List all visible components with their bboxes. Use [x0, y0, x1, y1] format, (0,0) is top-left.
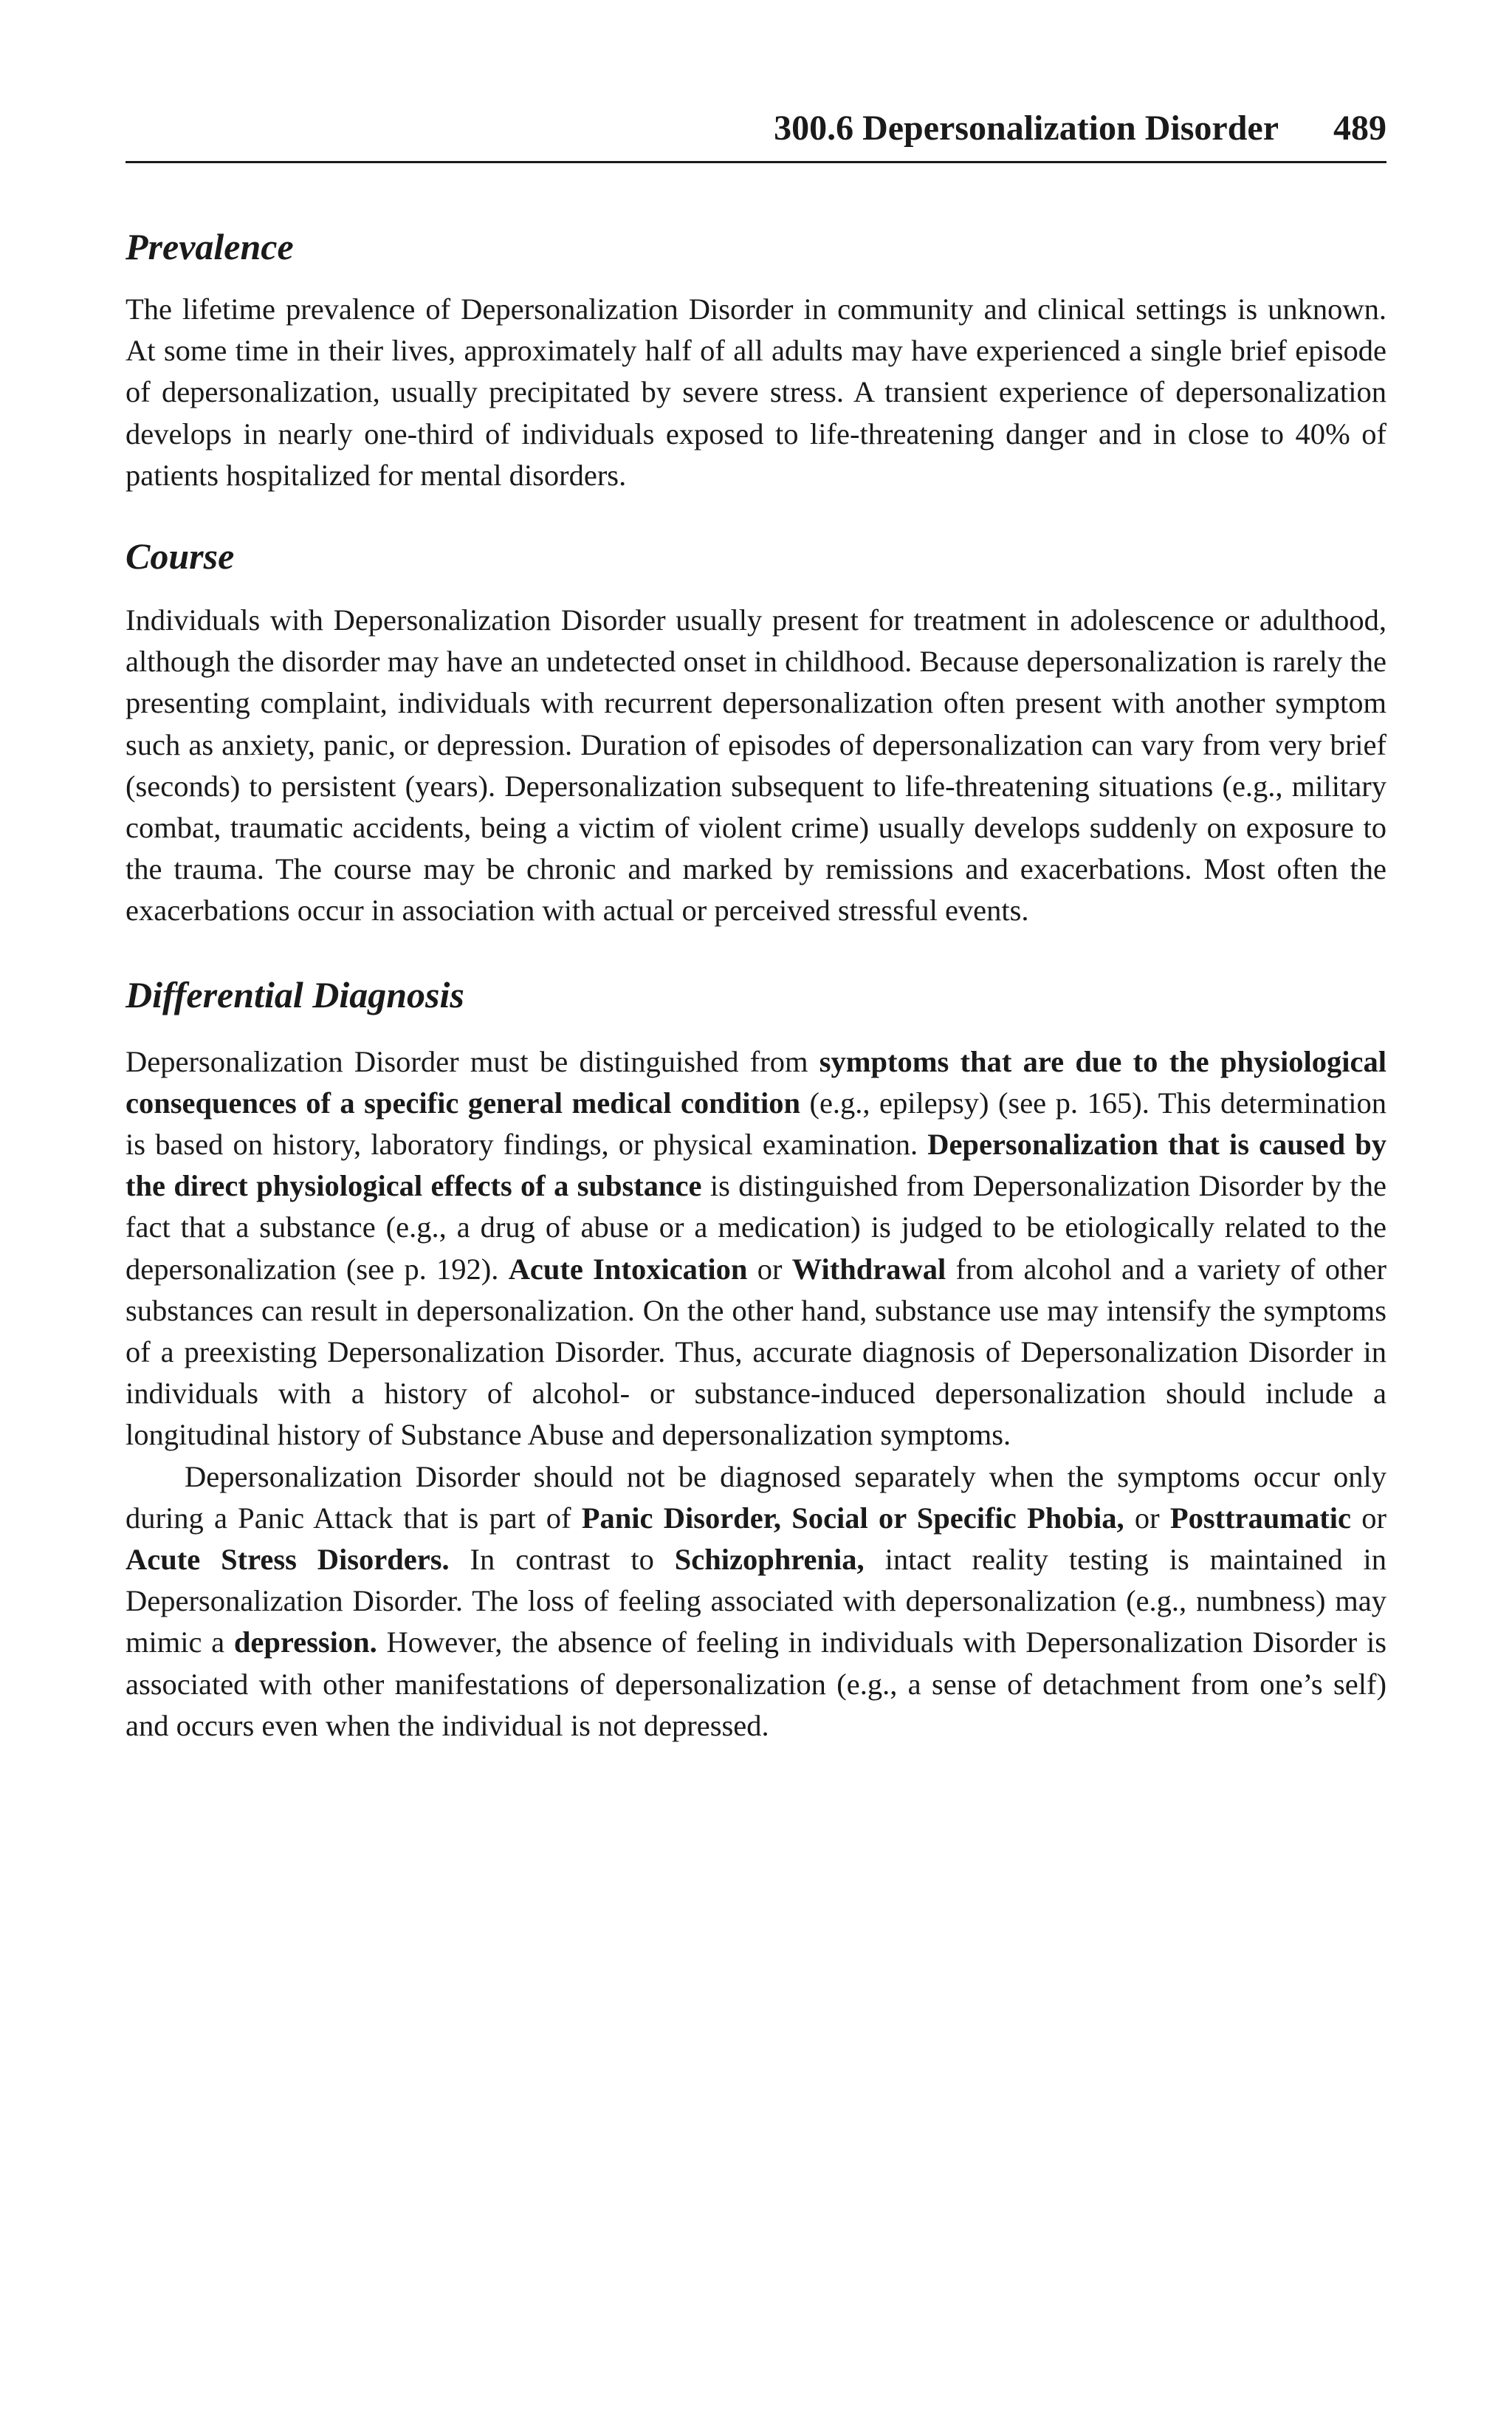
text-run: intact reality testing is maintained in Depersonalization Disorder. The loss of feeling associated with depersonalization (e.g., numbness) may mimic a [126, 1543, 1386, 1659]
bold-term: Withdrawal [791, 1252, 946, 1286]
section-heading-prevalence: Prevalence [126, 226, 294, 267]
text-run: or [747, 1252, 792, 1286]
bold-term: Posttraumatic [1169, 1501, 1352, 1535]
section-prevalence [126, 228, 1386, 496]
running-head-title: 300.6 Depersonalization Disorder [774, 109, 1279, 148]
running-head [126, 111, 1386, 163]
prevalence-paragraph: The lifetime prevalence of Depersonalization Disorder in community and clinical settings is unknown. At some time in their lives, approximately half of all adults may have experienced a single brief episode of depersonalization, usually precipitated by severe stress. A transient experience of depersonalization develops in nearly one-third of individuals exposed to life-threatening danger and in close to 40% of patients hospitalized for mental disorders. [126, 292, 1386, 492]
section-course [126, 535, 1386, 932]
course-paragraph: Individuals with Depersonalization Disorder usually present for treatment in adolescence or adulthood, although the disorder may have an undetected onset in childhood. Because depersonalization is rarely the presenting complaint, individuals with recurrent depersonalization often present with another symptom such as anxiety, panic, or depression. Duration of episodes of depersonalization can vary from very brief (seconds) to persistent (years). Depersonalization subsequent to life-threatening situations (e.g., military combat, traumatic accidents, being a victim of violent crime) usually develops suddenly on exposure to the trauma. The course may be chronic and marked by remissions and exacerbations. Most often the exacerbations occur in association with actual or perceived stressful events. [126, 603, 1386, 928]
bold-term: Schizophrenia, [674, 1543, 865, 1577]
bold-term: Acute Stress Disorders. [126, 1543, 450, 1577]
book-page [126, 111, 1386, 1747]
bold-term: depression. [233, 1625, 377, 1659]
page-number: 489 [1333, 109, 1386, 148]
section-heading-course: Course [126, 535, 235, 578]
text-run: In contrast to [449, 1543, 675, 1577]
section-differential-diagnosis [126, 973, 1386, 1747]
bold-term: Depersonalization that is caused by the direct physiological effects of a substance [126, 1128, 1386, 1203]
differential-paragraph-1 [126, 1041, 1386, 1456]
text-run: Depersonalization Disorder must be distinguished from [126, 1044, 819, 1078]
text-run: (e.g., epilepsy) (see p. 165). This determination is based on history, laboratory findings, or physical examination. [126, 1086, 1386, 1162]
differential-paragraph-2 [126, 1456, 1386, 1747]
text-run: Depersonalization Disorder should not be diagnosed separately when the symptoms occur only during a Panic Attack that is part of [126, 1459, 1386, 1535]
text-run: However, the absence of feeling in individuals with Depersonalization Disorder is associated with other manifestations of depersonalization (e.g., a sense of detachment from one’s self) and occurs even when the individual is not depressed. [126, 1625, 1386, 1742]
text-run: or [1124, 1501, 1170, 1535]
section-heading-differential-diagnosis: Differential Diagnosis [126, 973, 464, 1015]
bold-term: Acute Intoxication [508, 1252, 748, 1286]
text-run: from alcohol and a variety of other substances can result in depersonalization. On the other hand, substance use may intensify the symptoms of a preexisting Depersonalization Disorder. Thus, accurate diagnosis of Depersonalization Disorder in individuals with a history of alcohol- or substance-induced depersonalization should include a longitudinal history of Substance Abuse and depersonalization symptoms. [126, 1252, 1386, 1452]
bold-term: Panic Disorder, Social or Specific Phobia, [581, 1501, 1124, 1535]
bold-term: symptoms that are due to the physiological consequences of a specific general medical condition [126, 1044, 1386, 1120]
text-run: or [1351, 1501, 1386, 1535]
text-run: is distinguished from Depersonalization Disorder by the fact that a substance (e.g., a drug of abuse or a medication) is judged to be etiologically related to the depersonalization (see p. 192). [126, 1169, 1386, 1286]
